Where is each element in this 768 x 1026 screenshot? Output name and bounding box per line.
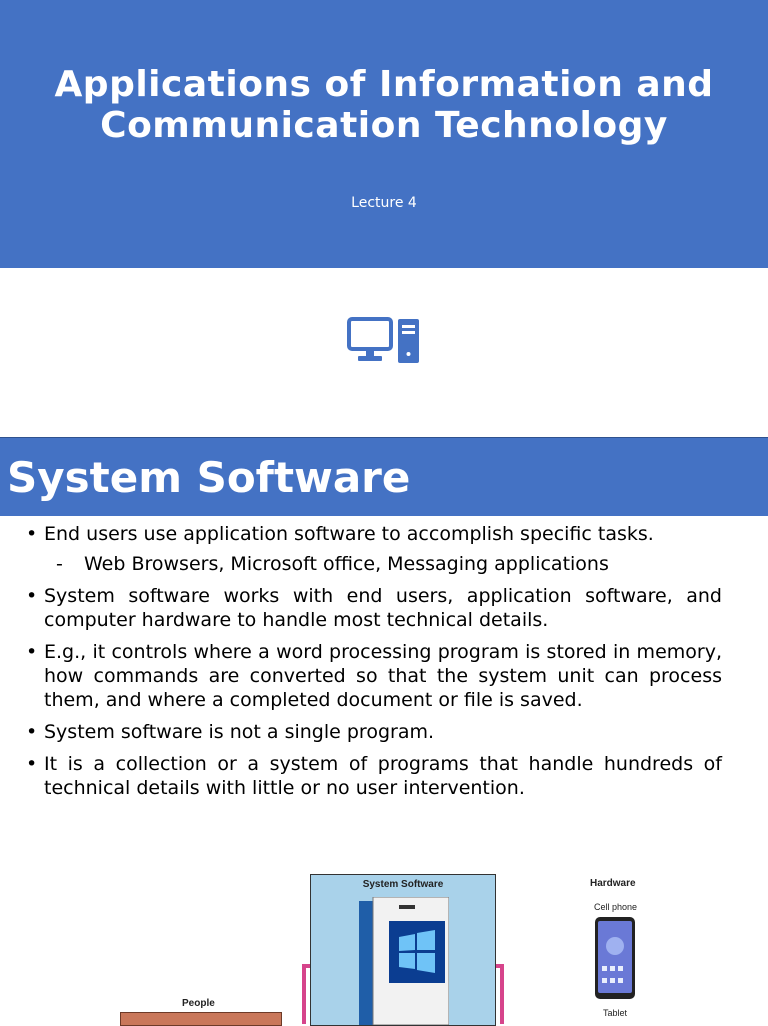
- system-software-figure: [0, 860, 768, 1024]
- bullet-text: End users use application software to accomplish specific tasks.: [44, 523, 654, 545]
- windows-box-icon: [359, 897, 449, 1025]
- cell-phone-label: Cell phone: [594, 902, 638, 912]
- sub-bullet-text: Web Browsers, Microsoft office, Messaging applications: [84, 553, 609, 575]
- bullet-item: [24, 752, 722, 800]
- bullet-dot: •: [26, 585, 38, 607]
- bullet-dot: •: [26, 753, 38, 775]
- bullet-dot: •: [26, 641, 38, 663]
- tablet-label: Tablet: [603, 1008, 628, 1018]
- people-label: People: [182, 998, 215, 1009]
- system-software-box: [310, 874, 496, 1026]
- cell-phone-icon: [594, 916, 636, 1000]
- bullet-text: System software is not a single program.: [44, 721, 435, 743]
- bullet-text: It is a collection or a system of programs that handle hundreds of technical details with little or no user intervention.: [44, 753, 722, 799]
- bullet-item: [24, 522, 722, 546]
- sub-bullet-item: [24, 552, 722, 576]
- sub-bullet-dash: -: [56, 553, 63, 575]
- title-slide: [0, 0, 768, 268]
- bullet-item: [24, 584, 722, 632]
- bullet-item: [24, 640, 722, 712]
- bullet-text: E.g., it controls where a word processing program is stored in memory, how commands are converted so that the system unit can process them, and where a completed document or file is saved.: [44, 641, 722, 711]
- connector-line: [302, 964, 306, 1024]
- bullet-item: [24, 720, 722, 744]
- bullet-dot: •: [26, 721, 38, 743]
- slide-content: [24, 522, 722, 808]
- slide-title: Applications of Information and Communication Technology: [54, 64, 714, 146]
- slide-heading: System Software: [7, 453, 411, 502]
- slide-subtitle: Lecture 4: [351, 195, 417, 211]
- connector-line: [500, 964, 504, 1024]
- hardware-label: Hardware: [590, 878, 636, 889]
- slide-header-bar: [0, 438, 768, 516]
- desktop-computer-icon: [347, 317, 421, 365]
- bullet-text: System software works with end users, application software, and computer hardware to handle most technical details.: [44, 585, 722, 631]
- system-software-label: System Software: [362, 879, 444, 890]
- bullet-dot: •: [26, 523, 38, 545]
